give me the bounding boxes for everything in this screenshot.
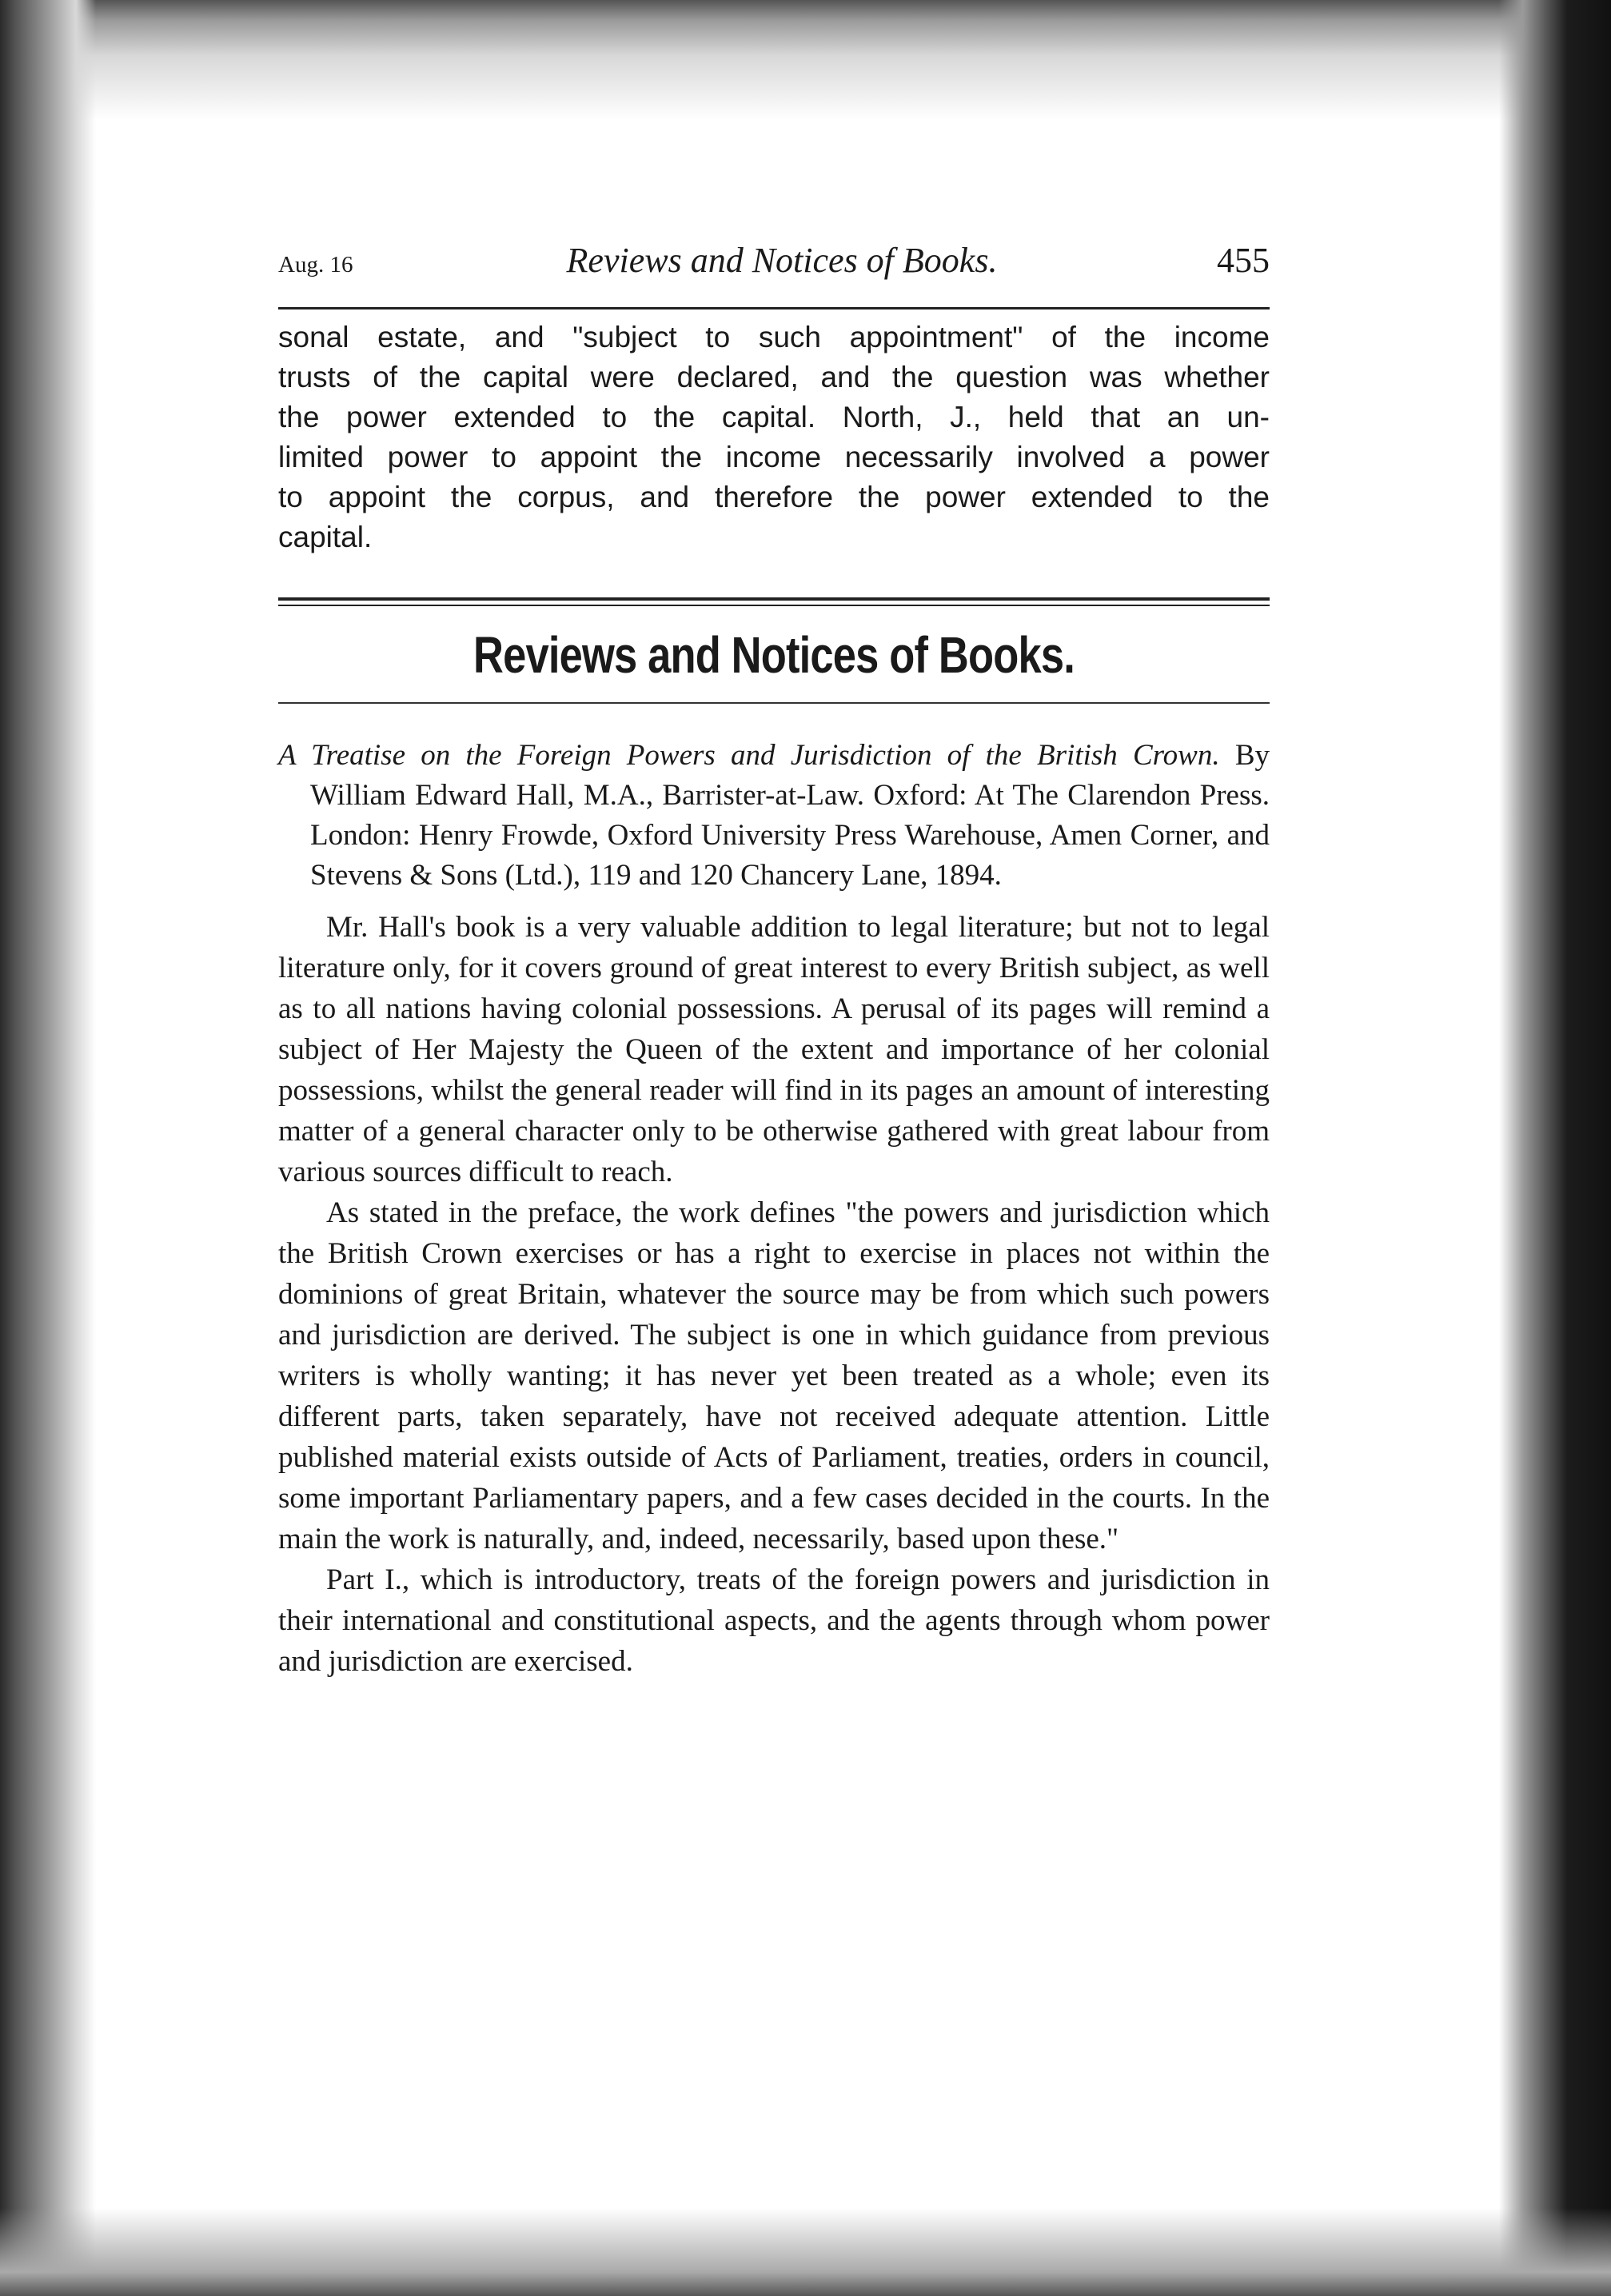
scan-edge-left [0, 0, 96, 2296]
page-number: 455 [1217, 241, 1270, 280]
section-divider [278, 597, 1270, 606]
review-paragraph: As stated in the preface, the work defines "the powers and jurisdiction which the British Crown exercises or has a right to exercise in places not within the dominions of great Britain, whatever the source may be from which such powers and jurisdiction are derived. The subject is one in which guidance from previous writers is wholly wanting; it has never yet been treated as a whole; even its different parts, taken separately, have not received adequate attention. Little published material exists outside of Acts of Parliament, treaties, orders in council, some important Parliamentary papers, and a few cases decided in the courts. In the main the work is naturally, and, indeed, necessarily, based upon these." [278, 1196, 1270, 1555]
running-head-date: Aug. 16 [278, 252, 353, 278]
scan-edge-top [0, 0, 1611, 120]
section-title: Reviews and Notices of Books. [473, 626, 1075, 684]
continuation-line: limited power to appoint the income necessarily involved a power [278, 441, 1270, 473]
continuation-line: to appoint the corpus, and therefore the power extended to the [278, 481, 1270, 513]
review-body [278, 907, 1270, 1682]
continuation-line: trusts of the capital were declared, and the question was whether [278, 361, 1270, 393]
page [278, 240, 1270, 1682]
book-citation [278, 736, 1270, 896]
continuation-line: the power extended to the capital. North, J., held that an un- [278, 401, 1270, 433]
running-head-title: Reviews and Notices of Books. [566, 241, 998, 280]
scan-edge-bottom [0, 2208, 1611, 2296]
book-title: A Treatise on the Foreign Powers and Jurisdiction of the British Crown. [278, 739, 1220, 772]
continuation-line: sonal estate, and "subject to such appointment" of the income [278, 321, 1270, 353]
scan-edge-right [1499, 0, 1611, 2296]
review-paragraph: Mr. Hall's book is a very valuable addition to legal literature; but not to legal literature only, for it covers ground of great interest to every British subject, as well as to all nations having colonial possessions. A perusal of its pages will remind a subject of Her Majesty the Queen of the extent and importance of her colonial possessions, whilst the general reader will find in its pages an amount of interesting matter of a general character only to be otherwise gathered with great labour from various sources difficult to reach. [278, 911, 1270, 1188]
continuation-text [278, 317, 1270, 557]
title-rule [278, 702, 1270, 704]
review-paragraph: Part I., which is introductory, treats of the foreign powers and jurisdiction in their international and constitutional aspects, and the agents through whom power and jurisdiction are exercised. [278, 1563, 1270, 1678]
book-details: By William Edward Hall, M.A., Barrister-at-Law. Oxford: At The Clarendon Press. London: Henry Frowde, Oxford University Press Warehouse, Amen Corner, and Stevens & Sons (Ltd.), 119 and 120 Chancery Lane, 1894. [310, 739, 1270, 892]
continuation-line: capital. [278, 521, 373, 553]
running-head [278, 240, 1270, 309]
